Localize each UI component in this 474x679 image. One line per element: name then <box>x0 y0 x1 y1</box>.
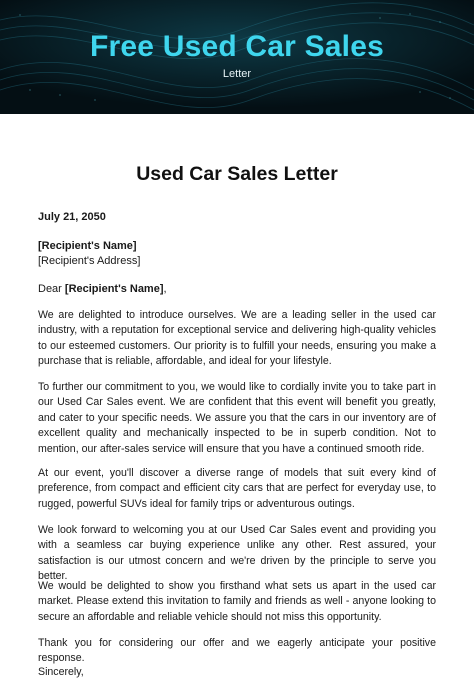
letter-date: July 21, 2050 <box>38 211 106 223</box>
salutation-suffix: , <box>163 283 167 295</box>
paragraph-welcome: We look forward to welcoming you at our Used Car Sales event and providing you with a seamless car buying experience unlike any other. Rest assured, your satisfaction is our utmost concern and we're driven by the principle to serve you better. <box>38 524 436 583</box>
paragraph-thanks: Thank you for considering our offer and we eagerly anticipate your positive response. <box>38 637 436 665</box>
paragraph-introduction: We are delighted to introduce ourselves. We are a leading seller in the used car industry, with a reputation for exceptional service and delivering high-quality vehicles to our esteemed customers. Our priority is to fulfill your needs, ensuring you make a purchase that is reliable, affordable, and ideal for your lifestyle. <box>38 309 436 368</box>
paragraph-invitation: To further our commitment to you, we would like to cordially invite you to take part in our Used Car Sales event. We are confident that this event will benefit you greatly, and cater to your specific needs. We assure you that the cars in our inventory are of excellent quality and mechanically inspected to be in superb condition. Not to mention, our after-sales service will ensure that you have a continued smooth ride. <box>38 381 436 455</box>
letter-title: Used Car Sales Letter <box>136 163 338 185</box>
salutation-prefix: Dear <box>38 283 65 295</box>
salutation <box>38 282 167 296</box>
paragraph-models: At our event, you'll discover a diverse range of models that suit every kind of preference, from compact and efficient city cars that are perfect for everyday use, to rugged, powerful SUVs ideal for family trips or adventurous outings. <box>38 467 436 510</box>
banner-subtitle: Letter <box>222 68 252 80</box>
recipient-block <box>38 239 140 269</box>
recipient-address: [Recipient's Address] <box>38 255 141 267</box>
paragraph-referral: We would be delighted to show you firsthand what sets us apart in the used car market. Please extend this invitation to family and friends as well - anyone looking to secure an affordable and reliable vehicle should not miss this opportunity. <box>38 580 436 623</box>
letter-body <box>38 150 436 678</box>
closing: Sincerely, <box>38 666 84 678</box>
salutation-name: [Recipient's Name] <box>64 283 164 295</box>
banner-title: Free Used Car Sales <box>90 30 384 63</box>
recipient-name: [Recipient's Name] <box>38 240 137 252</box>
header-banner <box>0 0 474 114</box>
